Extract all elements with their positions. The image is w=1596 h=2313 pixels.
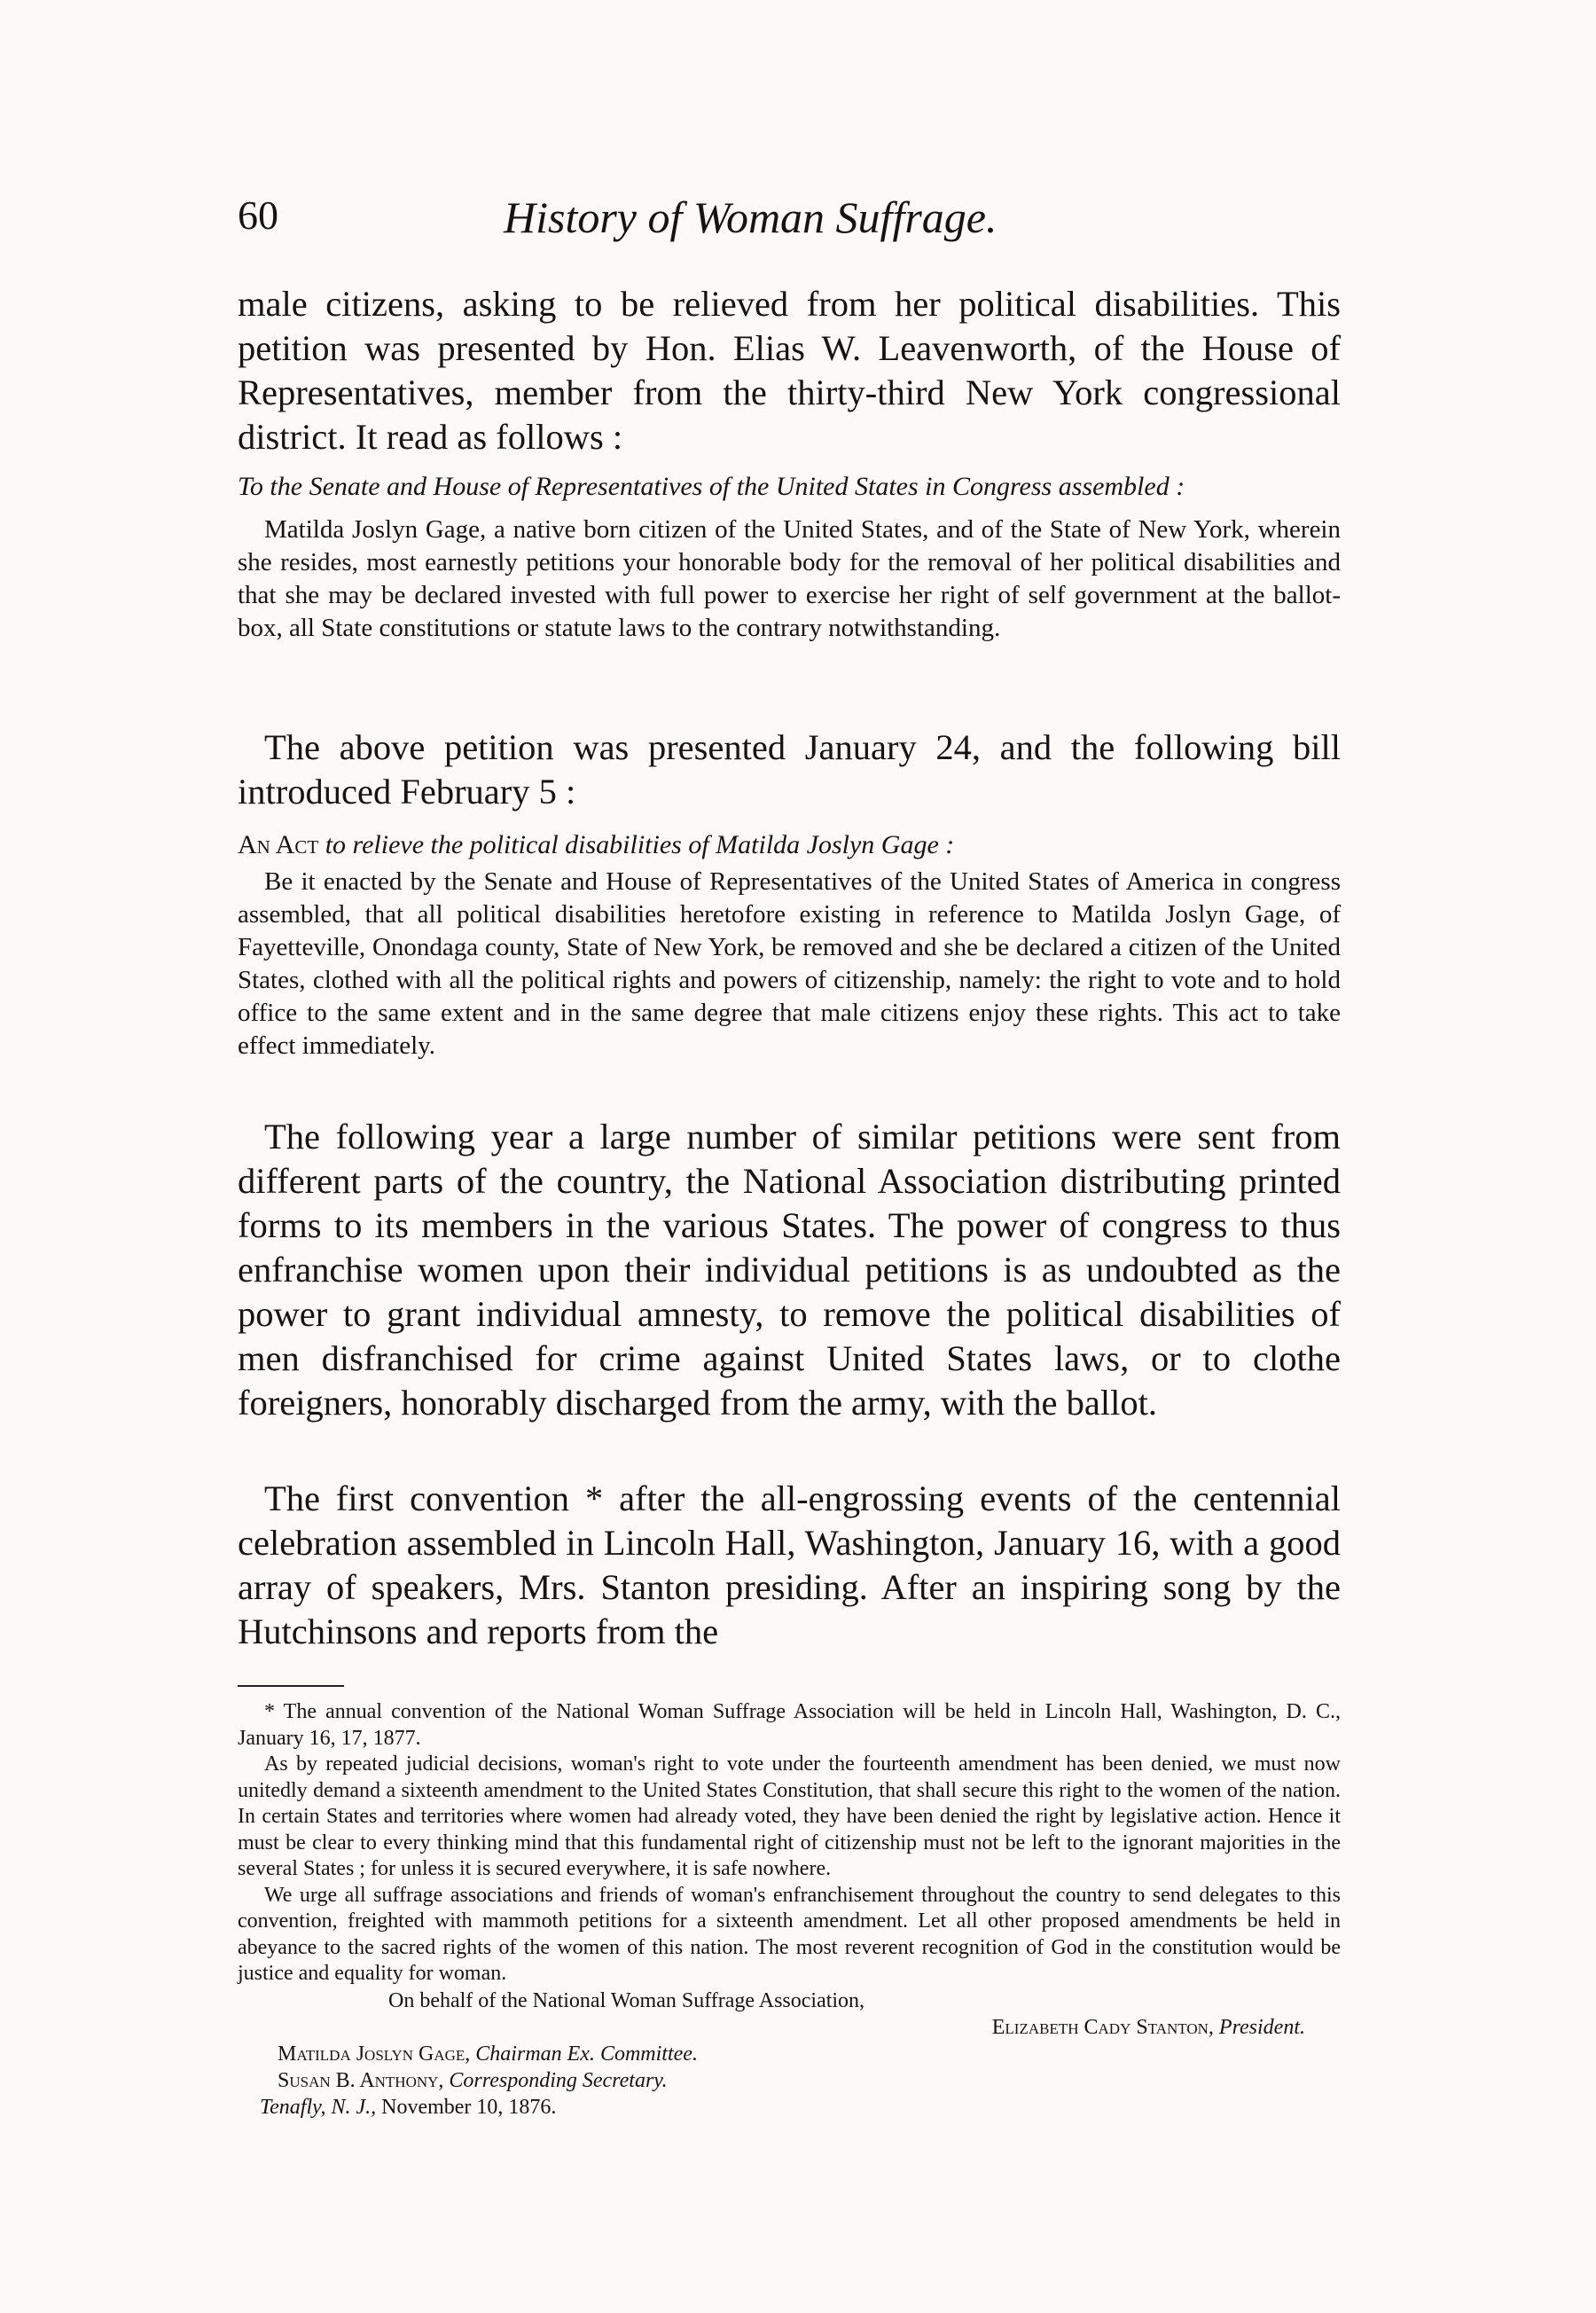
secretary-title: Corresponding Secretary. xyxy=(449,2068,668,2092)
footnote-paragraph-1: * The annual convention of the National Woman Suffrage Association will be held in Lincoln Hall, Washington, D. C., January 16, 17, 1877. xyxy=(238,1700,1341,1750)
first-convention-paragraph: The first convention * after the all-engrossing events of the centennial celebration assembled in Lincoln Hall, Washington, January 16, with a good array of speakers, Mrs. Stanton presiding. After an inspiring song by the Hutchinsons and reports from the xyxy=(238,1478,1341,1651)
act-heading-title: to relieve the political disabilities of Matilda Joslyn Gage : xyxy=(325,830,955,859)
page-number: 60 xyxy=(238,192,278,238)
following-year-paragraph: The following year a large number of similar petitions were sent from different parts of the country, the National Association distributing printed forms to its members in the various States. The power of congress to thus enfranchise women upon their individual petitions is as undoubted as the power to grant individual amnesty, to remove the political disabilities of men disfranchised for crime against United States laws, or to clothe foreigners, honorably discharged from the army, with the ballot. xyxy=(238,1117,1341,1423)
footnote-rule xyxy=(238,1685,344,1687)
act-block xyxy=(238,828,1341,1062)
secretary-name: Susan B. Anthony, xyxy=(278,2068,444,2092)
page-header xyxy=(238,192,1364,254)
footnote-place-date xyxy=(238,2094,1341,2121)
petition-salutation: To the Senate and House of Representatives of the United States in Congress assembled : xyxy=(238,472,1185,501)
footnote-chair-signature xyxy=(238,2041,1341,2067)
footnote-paragraph-3: We urge all suffrage associations and friends of woman's enfranchisement throughout the country to send delegates to this convention, freighted with mammoth petitions for a sixteenth amendment. Let all other proposed amendments be held in abeyance to the sacred rights of the women of this nation. The most reverent recognition of God in the constitution would be justice and equality for woman. xyxy=(238,1883,1341,1985)
act-body: Be it enacted by the Senate and House of Representatives of the United States of America in congress assembled, that all political disabilities heretofore existing in reference to Matilda Joslyn Gage, of Fayetteville, Onondaga county, State of New York, be removed and she be declared a citizen of the United States, clothed with all the political rights and powers of citizenship, namely: the right to vote and to hold office to the same extent and in the same degree that male citizens enjoy these rights. This act to take effect immediately. xyxy=(238,867,1341,1060)
footnote-president-signature xyxy=(238,2014,1341,2041)
following-year-block xyxy=(238,1115,1341,1425)
bill-intro-paragraph: The above petition was presented January 24, and the following bill introduced February 5 : xyxy=(238,727,1341,812)
footnote-place: Tenafly, N. J., xyxy=(260,2095,377,2119)
petition-body: Matilda Joslyn Gage, a native born citizen of the United States, and of the State of New York, wherein she resides, most earnestly petitions your honorable body for the removal of her political disabilities and that she may be declared invested with full power to exercise her right of self government at the ballot-box, all State constitutions or statute laws to the contrary notwithstanding. xyxy=(238,515,1341,642)
bill-intro-block xyxy=(238,725,1341,814)
footnote-date: November 10, 1876. xyxy=(381,2095,557,2119)
footnote-paragraph-2: As by repeated judicial decisions, woman's right to vote under the fourteenth amendment has been denied, we must now unitedly demand a sixteenth amendment to the United States Constitution, that shall secure this right to the women of the nation. In certain States and territories where women had already voted, they have been denied the right by legislative action. Hence it must be clear to every thinking mind that this fundamental right of citizenship must not be left to the ignorant majorities in the several States ; for unless it is secured everywhere, it is safe nowhere. xyxy=(238,1752,1341,1880)
intro-paragraph: male citizens, asking to be relieved from her political disabilities. This petition was presented by Hon. Elias W. Leavenworth, of the House of Representatives, member from the thirty-third New York congressional district. It read as follows : xyxy=(238,284,1341,457)
running-title: History of Woman Suffrage. xyxy=(504,192,998,242)
chair-name: Matilda Joslyn Gage, xyxy=(278,2042,471,2066)
footnote-on-behalf: On behalf of the National Woman Suffrage Association, xyxy=(388,1988,865,2012)
act-heading-prefix: An Act xyxy=(238,830,319,859)
footnote-secretary-signature xyxy=(238,2067,1341,2094)
petition-block xyxy=(238,470,1341,645)
first-convention-block xyxy=(238,1477,1341,1654)
president-title: President. xyxy=(1218,2015,1305,2039)
intro-paragraph-block xyxy=(238,282,1341,459)
president-name: Elizabeth Cady Stanton, xyxy=(991,2015,1214,2039)
footnote-block xyxy=(238,1699,1341,2121)
act-heading xyxy=(238,828,1341,862)
chair-title: Chairman Ex. Committee. xyxy=(475,2042,698,2066)
